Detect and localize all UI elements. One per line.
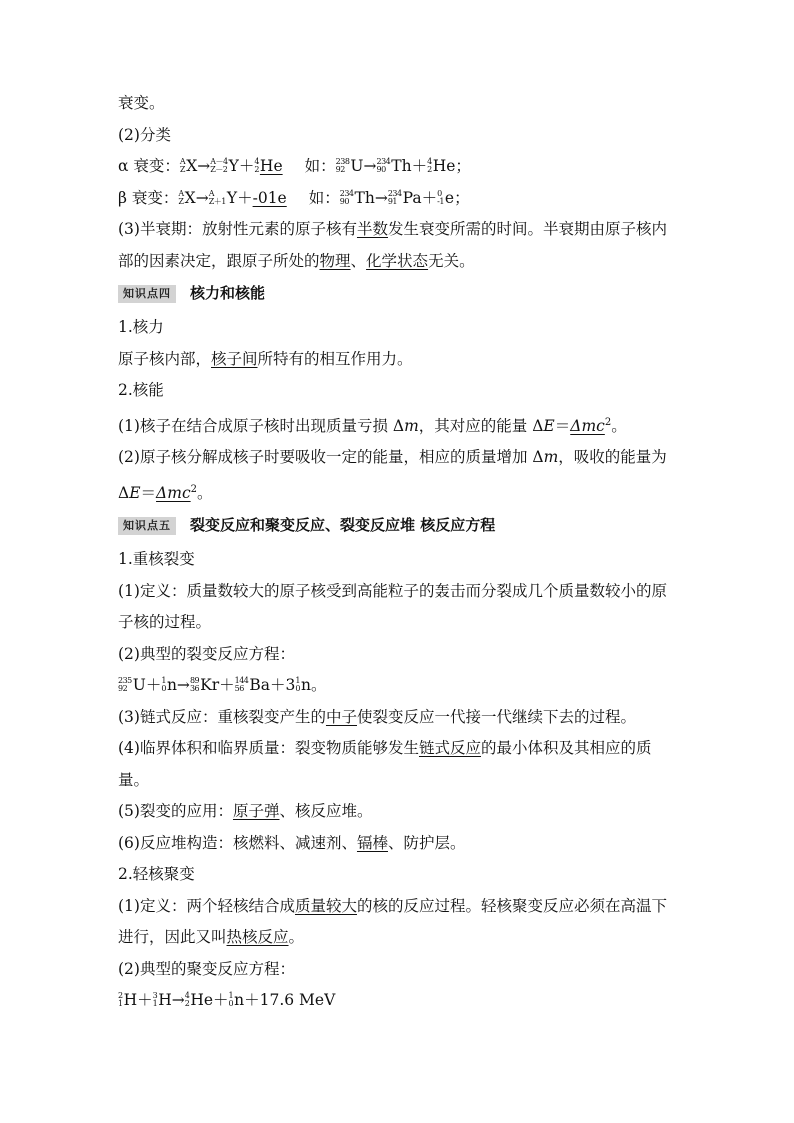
example-label: 如：	[308, 188, 340, 207]
blank-answer: 化学状态	[366, 251, 429, 270]
nuclide-index: A Z	[179, 157, 186, 174]
document-body	[118, 88, 678, 1017]
text-line: ΔE＝Δmc$^2$。	[118, 483, 213, 502]
blank-answer: 4 2 He	[254, 157, 283, 175]
beta-decay-line: β 衰变： A Z X→ A Z＋1 Y＋-01e 如： 234 90 Th→ 234 91 Pa＋ 0 -1 e；	[118, 188, 470, 207]
section-header	[118, 279, 678, 309]
nuclide-index: 238 92	[335, 157, 350, 174]
nuclide-index: 234 91	[387, 188, 402, 206]
nuclide-index: 234 90	[376, 157, 391, 174]
text-line: (2)原子核分解成核子时要吸收一定的能量，相应的质量增加 Δm，吸收的能量为	[118, 448, 667, 466]
blank-answer: 热核反应	[226, 928, 289, 946]
example-label: 如：	[304, 157, 336, 175]
text-line: (6)反应堆构造：核燃料、减速剂、镉棒、防护层。	[118, 833, 466, 852]
nuclide-index: 234 90	[339, 188, 354, 206]
blank-answer: 镉棒	[356, 833, 388, 852]
section-title: 裂变反应和聚变反应、裂变反应堆 核反应方程	[190, 516, 496, 535]
beta-label: β 衰变：	[118, 188, 179, 207]
nuclide-index: 0 -1	[437, 188, 444, 206]
blank-answer: Δmc	[156, 483, 191, 502]
nuclide-index: 4 2	[427, 157, 432, 174]
nuclide-index: A Z＋1	[208, 188, 226, 206]
blank-answer: 核子间	[211, 349, 258, 368]
subheading: 1.重核裂变	[118, 550, 195, 568]
section-header	[118, 511, 678, 541]
section-tag: 知识点四	[118, 285, 176, 303]
text-line: (3)链式反应：重核裂变产生的中子使裂变反应一代接一代继续下去的过程。	[118, 707, 636, 726]
nuclide-index: A－4 Z－2	[210, 157, 228, 174]
blank-answer: 半数	[356, 220, 388, 238]
section-tag: 知识点五	[118, 517, 176, 535]
blank-answer: -01e	[252, 188, 287, 207]
blank-answer: 原子弹	[232, 802, 280, 820]
text-line: (5)裂变的应用：原子弹、核反应堆。	[118, 802, 373, 820]
text-line: (4)临界体积和临界质量：裂变物质能够发生链式反应的最小体积及其相应的质量。	[118, 739, 652, 789]
text-line: (1)定义：质量数较大的原子核受到高能粒子的轰击而分裂成几个质量数较小的原子核的过程。	[118, 581, 667, 631]
text-line: 原子核内部，核子间所特有的相互作用力。	[118, 349, 413, 368]
fission-equation: 235 92 U＋ 1 0 n→ 89 36 Kr＋ 144 56 Ba＋3 1 0 n。	[118, 676, 327, 694]
text-line: (1)核子在结合成原子核时出现质量亏损 Δm，其对应的能量 ΔE＝Δmc$^2$。	[118, 416, 627, 435]
section-title: 核力和核能	[190, 284, 266, 303]
formula-text: X→	[186, 157, 211, 175]
alpha-decay-line: α 衰变： A Z X→ A－4 Z－2 Y＋ 4 2 He 如： 238 92 U→ 234 90 Th＋ 4 2 He；	[118, 157, 471, 175]
text-line: (2)典型的聚变反应方程：	[118, 959, 295, 978]
blank-answer: 中子	[325, 707, 357, 726]
blank-answer: 链式反应	[418, 739, 481, 757]
text-line: (2)典型的裂变反应方程：	[118, 644, 295, 663]
nuclide-index: A Z	[178, 188, 184, 206]
blank-answer: Δmc	[570, 416, 605, 435]
blank-answer: 质量较大	[294, 896, 357, 915]
text-line: 衰变。	[118, 94, 165, 112]
text-line: (2)分类	[118, 125, 171, 144]
halflife-paragraph: (3)半衰期：放射性元素的原子核有半数发生衰变所需的时间。半衰期由原子核内部的因素决定，跟原子所处的物理、化学状态无关。	[118, 220, 667, 270]
blank-answer: 物理	[319, 251, 351, 270]
formula-text: Y＋	[228, 157, 255, 175]
alpha-label: α 衰变：	[118, 157, 180, 175]
text-line: (1)定义：两个轻核结合成质量较大的核的反应过程。轻核聚变反应必须在高温下进行，因此又叫热核反应。	[118, 896, 667, 946]
subheading: 2.轻核聚变	[118, 865, 195, 883]
subheading: 2.核能	[118, 381, 164, 399]
fusion-equation: 2 1 H＋ 3 1 H→ 4 2 He＋ 1 0 n＋17.6 MeV	[118, 991, 336, 1009]
subheading: 1.核力	[118, 318, 164, 336]
